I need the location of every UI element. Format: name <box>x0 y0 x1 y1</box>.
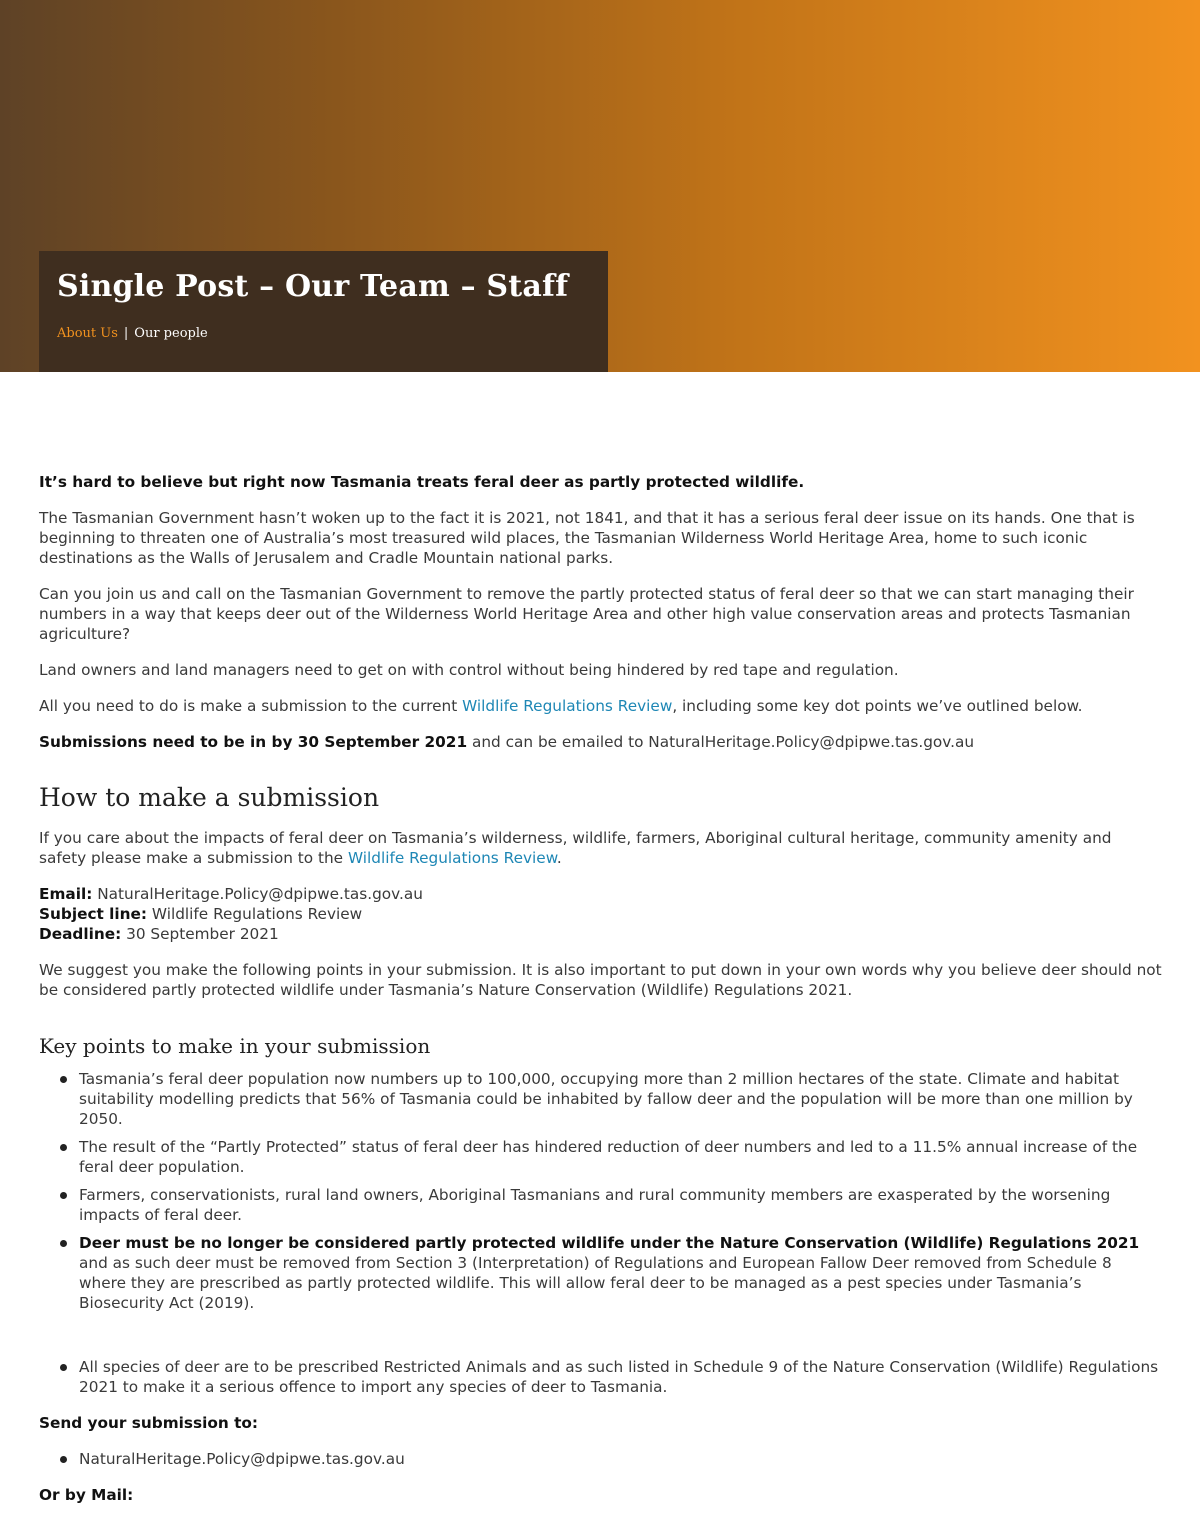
list-item: Tasmania’s feral deer population now numbers up to 100,000, occupying more than 2 million hectares of the state. Climate and habitat suitability modelling predicts that 56% of Tasmania could be inhabited by fallow deer and the population will be more than one million by 2050. <box>39 1069 1163 1129</box>
submission-email-text: and can be emailed to NaturalHeritage.Policy@dpipwe.tas.gov.au <box>467 733 975 751</box>
hero-title-card <box>39 251 608 372</box>
intro-paragraph-1: The Tasmanian Government hasn’t woken up to the fact it is 2021, not 1841, and that it has a serious feral deer issue on its hands. One that is beginning to threaten one of Australia’s most treasured wild places, the Tasmanian Wilderness World Heritage Area, home to such iconic destinations as the Walls of Jerusalem and Cradle Mountain national parks. <box>39 509 1135 567</box>
send-label-bold: Send your submission to: <box>39 1414 259 1432</box>
subject-label: Subject line: <box>39 905 148 923</box>
how-to-tail: . <box>556 849 562 867</box>
list-item: All species of deer are to be prescribed Restricted Animals and as such listed in Schedule 9 of the Nature Conservation (Wildlife) Regulations 2021 to make it a serious offence to import any species of deer to Tasmania. <box>39 1357 1163 1397</box>
submission-deadline-paragraph <box>39 732 1163 752</box>
suggestion-paragraph: We suggest you make the following points in your submission. It is also important to put down in your own words why you believe deer should not be considered partly protected wildlife under Tasmania’s Nature Conservation (Wildlife) Regulations 2021. <box>39 961 1162 999</box>
intro-paragraph-2: Can you join us and call on the Tasmanian Government to remove the partly protected status of feral deer so that we can start managing their numbers in a way that keeps deer out of the Wilderness World Heritage Area and other high value conservation areas and protects Tasmanian agriculture? <box>39 585 1134 643</box>
intro-lead: It’s hard to believe but right now Tasmania treats feral deer as partly protected wildlife. <box>39 473 805 491</box>
breadcrumb-separator: | <box>123 326 129 341</box>
mail-label <box>39 1485 1163 1505</box>
list-item: The result of the “Partly Protected” status of feral deer has hindered reduction of deer numbers and led to a 11.5% annual increase of the feral deer population. <box>39 1137 1163 1177</box>
email-label: Email: <box>39 885 93 903</box>
key-points-heading: Key points to make in your submission <box>39 1034 431 1058</box>
contact-subject-line <box>39 904 1163 924</box>
wildlife-regulations-review-link-2[interactable]: Wildlife Regulations Review <box>347 849 557 867</box>
wildlife-regulations-review-link[interactable]: Wildlife Regulations Review <box>462 697 673 715</box>
hero-banner <box>0 0 1200 372</box>
list-item <box>39 1233 1163 1313</box>
intro-paragraph-3: Land owners and land managers need to get on with control without being hindered by red tape and regulation. <box>39 661 899 679</box>
deadline-label: Deadline: <box>39 925 122 943</box>
how-to-text: If you care about the impacts of feral deer on Tasmania’s wilderness, wildlife, farmers, Aboriginal cultural heritage, community amenity and safety please make a submission to the <box>39 829 1112 867</box>
deadline-value: 30 September 2021 <box>121 925 279 943</box>
subject-value: Wildlife Regulations Review <box>147 905 363 923</box>
key-point-text: and as such deer must be removed from Section 3 (Interpretation) of Regulations and European Fallow Deer removed from Schedule 8 where they are prescribed as partly protected wildlife. This will allow feral deer to be managed as a pest species under Tasmania’s Biosecurity Act (2019). <box>79 1254 1112 1312</box>
how-to-paragraph <box>39 828 1163 868</box>
article-content <box>39 472 1163 1521</box>
intro-paragraph-4-text: All you need to do is make a submission to the current <box>39 697 463 715</box>
how-to-heading: How to make a submission <box>39 783 380 812</box>
key-point-bold: Deer must be no longer be considered partly protected wildlife under the Nature Conservation (Wildlife) Regulations 2021 <box>79 1234 1140 1252</box>
email-value: NaturalHeritage.Policy@dpipwe.tas.gov.au <box>92 885 423 903</box>
contact-email-line <box>39 884 1163 904</box>
send-label <box>39 1413 1163 1433</box>
list-item: NaturalHeritage.Policy@dpipwe.tas.gov.au <box>39 1449 1163 1469</box>
intro-paragraph-4 <box>39 696 1163 716</box>
submission-deadline-bold: Submissions need to be in by 30 September 2021 <box>39 733 468 751</box>
send-list <box>39 1449 1163 1469</box>
breadcrumb-link-about-us[interactable]: About Us <box>57 326 118 341</box>
contact-details <box>39 884 1163 944</box>
list-item: Farmers, conservationists, rural land owners, Aboriginal Tasmanians and rural community members are exasperated by the worsening impacts of feral deer. <box>39 1185 1163 1225</box>
breadcrumb <box>57 326 208 341</box>
intro-paragraph-4-tail: , including some key dot points we’ve outlined below. <box>672 697 1083 715</box>
mail-label-bold: Or by Mail: <box>39 1486 134 1504</box>
breadcrumb-current: Our people <box>134 326 208 341</box>
contact-deadline-line <box>39 924 1163 944</box>
key-points-list <box>39 1069 1163 1397</box>
page-title: Single Post – Our Team – Staff <box>57 269 569 304</box>
